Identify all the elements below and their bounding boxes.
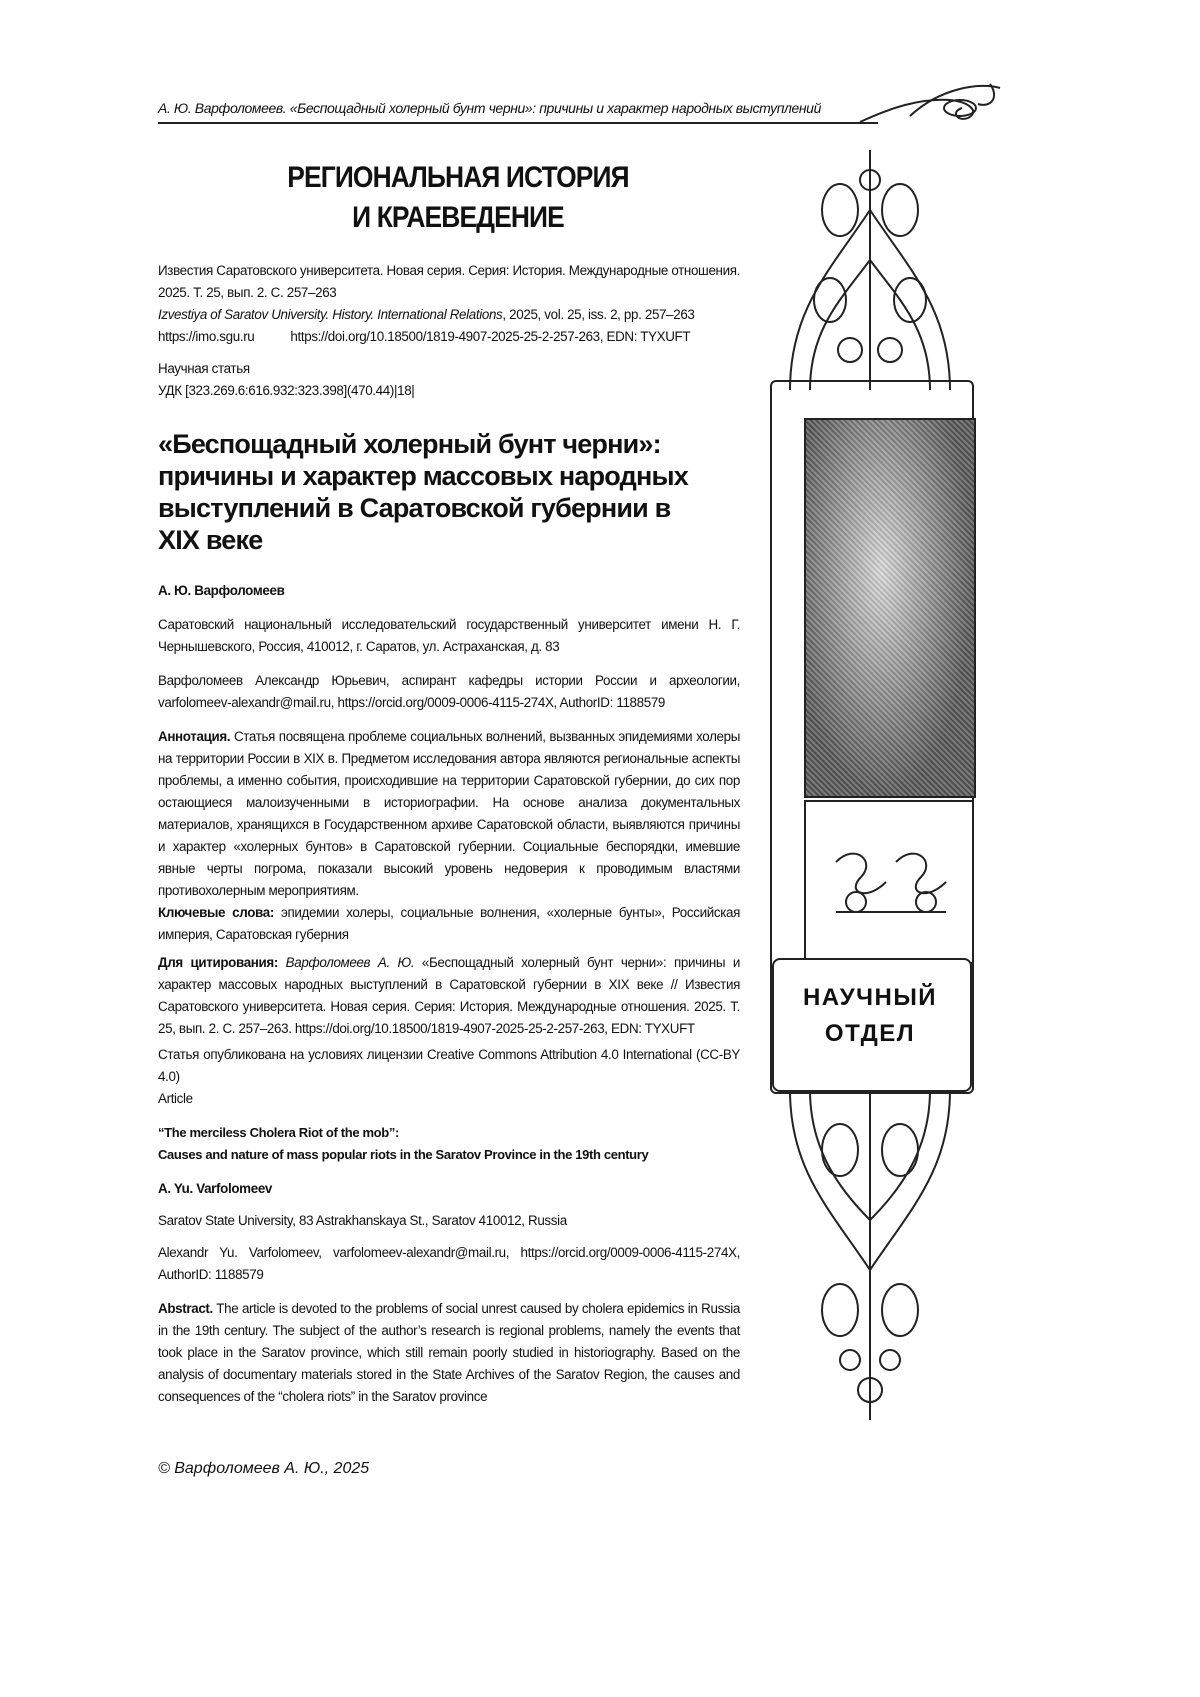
article-title-en-line2: Causes and nature of mass popular riots in the Saratov Province in the 19th century — [158, 1147, 649, 1162]
header-ornament-icon — [850, 78, 1010, 128]
affiliation-ru: Саратовский национальный исследовательский государственный университет имени Н. Г. Чернышевского, Россия, 410012, г. Саратов, ул. Астраханская, д. 83 — [158, 617, 740, 654]
article-title-en-line1: “The merciless Cholera Riot of the mob”: — [158, 1125, 399, 1140]
copyright: © Варфоломеев А. Ю., 2025 — [158, 1460, 370, 1477]
doi-link[interactable]: https://doi.org/10.18500/1819-4907-2025-25-2-257-263, EDN: TYXUFT — [290, 329, 691, 344]
journal-issue-en: , 2025, vol. 25, iss. 2, pp. 257–263 — [502, 307, 695, 322]
abstract-ru-label: Аннотация. — [158, 729, 231, 744]
affiliation-en: Saratov State University, 83 Astrakhanskaya St., Saratov 410012, Russia — [158, 1213, 567, 1228]
article-type-ru: Научная статья — [158, 361, 250, 376]
section-title-line2: И КРАЕВЕДЕНИЕ — [352, 201, 564, 234]
bottom-floral-ornament-icon — [770, 1090, 970, 1430]
abstract-en-label: Abstract. — [158, 1301, 213, 1316]
article-title-ru: «Беспощадный холерный бунт черни»: причины и характер массовых народных выступлений в Саратовской губернии в XIX веке — [158, 429, 688, 555]
floral-motif-icon — [806, 802, 972, 962]
ornament-box — [804, 800, 974, 964]
journal-site-link[interactable]: https://imo.sgu.ru — [158, 329, 255, 344]
abstract-ru — [158, 726, 740, 902]
license-ru: Статья опубликована на условиях лицензии Creative Commons Attribution 4.0 International (CC-BY 4.0) — [158, 1047, 740, 1084]
rubric-line2: ОТДЕЛ — [824, 1020, 916, 1047]
udk: УДК [323.269.6:616.932:323.398](470.44)|18| — [158, 383, 415, 398]
header-rule — [158, 122, 878, 124]
author-info-ru: Варфоломеев Александр Юрьевич, аспирант кафедры истории России и археологии, varfolomeev-alexandr@mail.ru, https://orcid.org/0009-0006-4115-274X, AuthorID: 1188579 — [158, 673, 740, 710]
keywords-ru — [158, 902, 740, 946]
author-ru: А. Ю. Варфоломеев — [158, 583, 285, 598]
author-en: A. Yu. Varfolomeev — [158, 1181, 273, 1196]
abstract-ru-text: Статья посвящена проблеме социальных волнений, вызванных эпидемиями холеры на территории России в XIX в. Предметом исследования автора являются региональные аспекты проблемы, а именно события, происходившие на территории Саратовской губернии, до сих пор остающиеся малоизученными в историографии. На основе анализа документальных материалов, хранящихся в Государственном архиве Саратовской области, выявляются причины и характер «холерных бунтов» в Саратовской губернии. Социальные беспорядки, имевшие явные черты погрома, показали высокий уровень недоверия к проводимым властями противохолерным мероприятиям. — [158, 729, 740, 898]
rubric-label — [772, 980, 968, 1052]
article-title-en — [158, 1122, 740, 1166]
journal-citation-ru: Известия Саратовского университета. Новая серия. Серия: История. Международные отношения. 2025. Т. 25, вып. 2. С. 257–263 — [158, 263, 740, 300]
cite-ru-author: Варфоломеев А. Ю. — [278, 955, 415, 970]
rubric-line1: НАУЧНЫЙ — [802, 984, 938, 1011]
keywords-ru-label: Ключевые слова: — [158, 905, 274, 920]
author-info-en: Alexandr Yu. Varfolomeev, varfolomeev-alexandr@mail.ru, https://orcid.org/0009-0006-4115-274X, AuthorID: 1188579 — [158, 1245, 740, 1282]
section-title — [194, 158, 722, 238]
cite-ru-text: «Беспощадный холерный бунт черни»: причины и характер массовых народных выступлений в Саратовской губернии в XIX веке // Известия Саратовского университета. Новая серия. Серия: История. Международные отношения. 2025. Т. 25, вып. 2. С. 257–263. https://doi.org/10.18500/1819-4907-2025-25-2-257-263, EDN: TYXUFT — [158, 955, 741, 1036]
section-title-line1: РЕГИОНАЛЬНАЯ ИСТОРИЯ — [287, 161, 629, 194]
abstract-en — [158, 1298, 740, 1408]
journal-citation — [158, 260, 740, 348]
article-type-en: Article — [158, 1091, 193, 1106]
keywords-ru-text: эпидемии холеры, социальные волнения, «холерные бунты», Российская империя, Саратовская губерния — [158, 905, 740, 942]
photo-shading — [806, 420, 974, 796]
top-floral-ornament-icon — [770, 150, 970, 390]
cite-ru — [158, 952, 740, 1040]
journal-name-en: Izvestiya of Saratov University. History. International Relations — [158, 307, 503, 322]
cite-ru-label: Для цитирования: — [158, 955, 278, 970]
abstract-en-text: The article is devoted to the problems of social unrest caused by cholera epidemics in Russia in the 19th century. The subject of the author’s research is regional problems, namely the events that took place in the Saratov province, which still remain poorly studied in historiography. Based on the analysis of documentary materials stored in the State Archives of the Saratov Region, the causes and consequences of the “cholera riots” in the Saratov province — [158, 1301, 740, 1404]
running-header: А. Ю. Варфоломеев. «Беспощадный холерный бунт черни»: причины и характер народных выступлений — [158, 100, 821, 116]
